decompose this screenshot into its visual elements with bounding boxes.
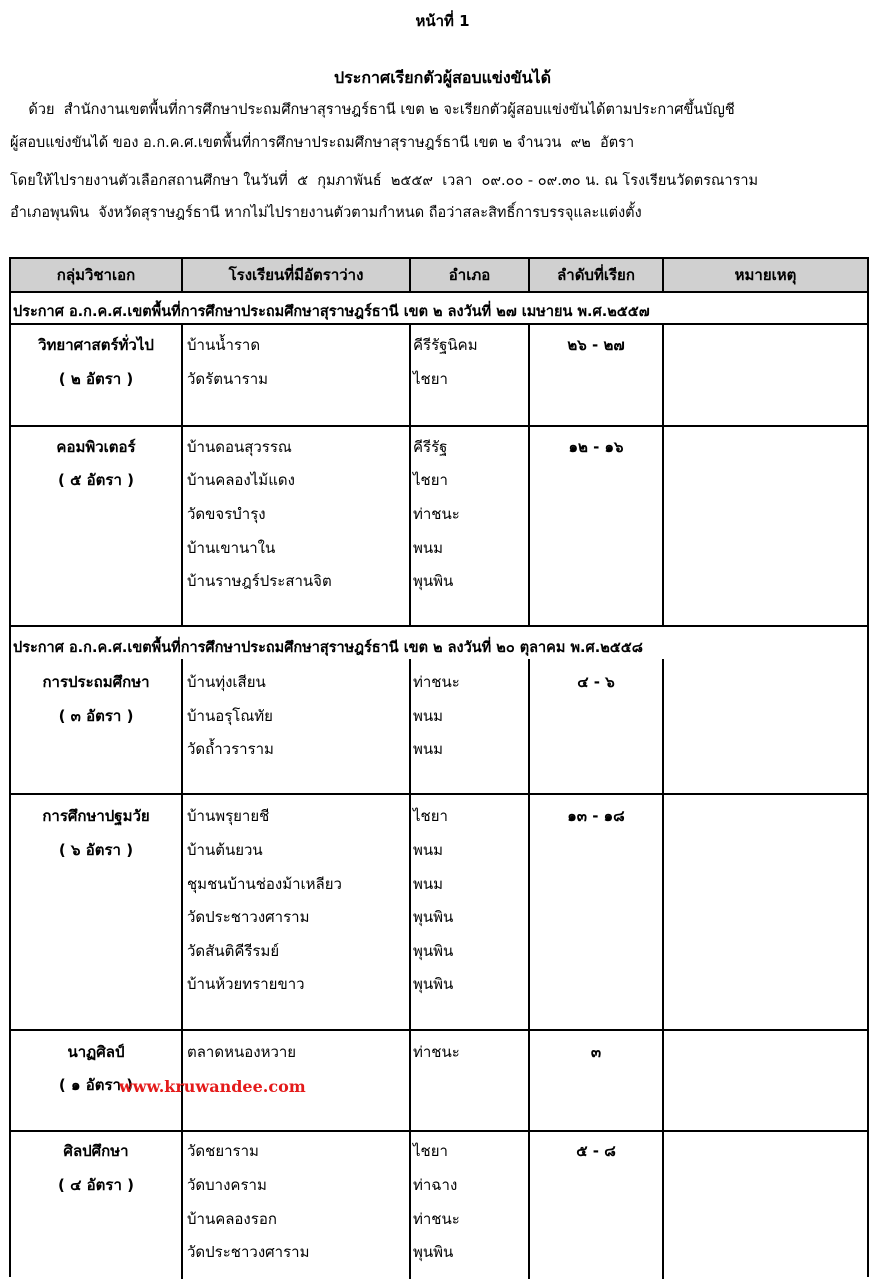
announcement-title: ประกาศเรียกตัวผู้สอบแข่งขันได้ bbox=[334, 68, 551, 87]
column-divider bbox=[409, 659, 411, 1279]
row-divider bbox=[11, 793, 867, 795]
school-name: วัดบางคราม bbox=[187, 1176, 267, 1194]
intro-line: ผู้สอบแข่งขันได้ ของ อ.ก.ค.ศ.เขตพื้นที่การศึกษาประถมศึกษาสุราษฎร์ธานี เขต ๒ จำนวน ๙๒ อัตรา bbox=[10, 135, 635, 151]
header-school: โรงเรียนที่มีอัตราว่าง bbox=[228, 266, 364, 284]
district-name: ท่าฉาง bbox=[413, 1176, 458, 1194]
district-name: ไชยา bbox=[413, 1142, 448, 1160]
call-order: ๑๓ - ๑๘ bbox=[567, 807, 625, 825]
column-divider bbox=[409, 325, 411, 625]
district-name: ท่าชนะ bbox=[413, 673, 460, 691]
column-divider bbox=[528, 659, 530, 1279]
school-name: บ้านคลองรอก bbox=[187, 1210, 277, 1228]
header-district: อำเภอ bbox=[448, 266, 491, 284]
school-name: ตลาดหนองหวาย bbox=[187, 1043, 297, 1061]
school-name: บ้านน้ำราด bbox=[187, 336, 261, 354]
position-count: ( ๒ อัตรา ) bbox=[58, 370, 134, 388]
intro-line: โดยให้ไปรายงานตัวเลือกสถานศึกษา ในวันที่ ๕ กุมภาพันธ์ ๒๕๕๙ เวลา ๐๙.๐๐ - ๐๙.๓๐ น. ณ โรงเรียนวัดตรณาราม bbox=[10, 173, 759, 189]
column-divider bbox=[662, 659, 664, 1279]
district-name: พนม bbox=[413, 539, 444, 557]
district-name: พนม bbox=[413, 841, 444, 859]
school-name: วัดรัตนาราม bbox=[187, 370, 269, 388]
district-name: ไชยา bbox=[413, 471, 448, 489]
subject-name: วิทยาศาสตร์ทั่วไป bbox=[38, 336, 154, 354]
position-count: ( ๕ อัตรา ) bbox=[58, 471, 134, 489]
district-name: พุนพิน bbox=[413, 572, 454, 590]
column-divider bbox=[528, 325, 530, 625]
school-name: บ้านพรุยายชี bbox=[187, 807, 270, 825]
school-name: บ้านต้นยวน bbox=[187, 841, 263, 859]
position-count: ( ๖ อัตรา ) bbox=[58, 841, 134, 859]
page-number: หน้าที่ 1 bbox=[415, 12, 470, 30]
school-name: วัดขจรบำรุง bbox=[187, 505, 266, 523]
school-name: บ้านราษฎร์ประสานจิต bbox=[187, 572, 332, 590]
column-divider bbox=[528, 259, 530, 291]
header-order: ลำดับที่เรียก bbox=[557, 266, 635, 284]
district-name: คีรีรัฐ bbox=[413, 438, 448, 456]
school-name: บ้านดอนสุวรรณ bbox=[187, 438, 292, 456]
column-divider bbox=[662, 325, 664, 625]
row-divider bbox=[11, 1130, 867, 1132]
district-name: พุนพิน bbox=[413, 975, 454, 993]
column-divider bbox=[409, 259, 411, 291]
district-name: ท่าชนะ bbox=[413, 1210, 460, 1228]
school-name: บ้านทุ่งเสียน bbox=[187, 673, 266, 691]
school-name: บ้านห้วยทรายขาว bbox=[187, 975, 305, 993]
district-name: ท่าชนะ bbox=[413, 1043, 460, 1061]
district-name: ไชยา bbox=[413, 370, 448, 388]
district-name: พุนพิน bbox=[413, 908, 454, 926]
school-name: วัดประชาวงศาราม bbox=[187, 908, 310, 926]
call-order: ๒๖ - ๒๗ bbox=[567, 336, 625, 354]
subject-name: นาฏศิลป์ bbox=[67, 1043, 125, 1061]
announcement-row: ประกาศ อ.ก.ค.ศ.เขตพื้นที่การศึกษาประถมศึกษาสุราษฎร์ธานี เขต ๒ ลงวันที่ ๒๗ เมษายน พ.ศ.๒๕๕๗ bbox=[13, 304, 650, 320]
column-divider bbox=[662, 259, 664, 291]
subject-name: การศึกษาปฐมวัย bbox=[42, 807, 150, 825]
column-divider bbox=[181, 259, 183, 291]
subject-name: คอมพิวเตอร์ bbox=[56, 438, 136, 456]
watermark-url: www.kruwandee.com bbox=[119, 1077, 306, 1096]
school-name: ชุมชนบ้านช่องม้าเหลียว bbox=[187, 875, 342, 893]
subject-name: การประถมศึกษา bbox=[42, 673, 150, 691]
call-order: ๔ - ๖ bbox=[577, 673, 615, 691]
column-divider bbox=[181, 659, 183, 1279]
district-name: ท่าชนะ bbox=[413, 505, 460, 523]
school-name: วัดถ้ำวราราม bbox=[187, 740, 274, 758]
row-divider bbox=[11, 625, 867, 627]
announcement-row: ประกาศ อ.ก.ค.ศ.เขตพื้นที่การศึกษาประถมศึกษาสุราษฎร์ธานี เขต ๒ ลงวันที่ ๒๐ ตุลาคม พ.ศ.๒๕๕๘ bbox=[13, 640, 643, 656]
school-name: บ้านเขานาใน bbox=[187, 539, 276, 557]
district-name: พุนพิน bbox=[413, 1243, 454, 1261]
district-name: พนม bbox=[413, 707, 444, 725]
position-count: ( ๓ อัตรา ) bbox=[58, 707, 134, 725]
row-divider bbox=[11, 1029, 867, 1031]
call-order: ๓ bbox=[590, 1043, 602, 1061]
district-name: พนม bbox=[413, 740, 444, 758]
row-divider bbox=[11, 425, 867, 427]
district-name: พุนพิน bbox=[413, 942, 454, 960]
header-subject: กลุ่มวิชาเอก bbox=[56, 266, 136, 284]
district-name: คีรีรัฐนิคม bbox=[413, 336, 478, 354]
call-order: ๕ - ๘ bbox=[576, 1142, 616, 1160]
district-name: ไชยา bbox=[413, 807, 448, 825]
school-name: บ้านอรุโณทัย bbox=[187, 707, 273, 725]
district-name: พนม bbox=[413, 875, 444, 893]
recruitment-table bbox=[9, 257, 869, 1277]
table-header bbox=[11, 259, 867, 293]
row-divider bbox=[11, 323, 867, 325]
school-name: วัดชยาราม bbox=[187, 1142, 259, 1160]
intro-line: ด้วย สำนักงานเขตพื้นที่การศึกษาประถมศึกษาสุราษฎร์ธานี เขต ๒ จะเรียกตัวผู้สอบแข่งขันได้ตามประกาศขึ้นบัญชี bbox=[10, 102, 735, 118]
call-order: ๑๒ - ๑๖ bbox=[568, 438, 624, 456]
intro-line: อำเภอพุนพิน จังหวัดสุราษฎร์ธานี หากไม่ไปรายงานตัวตามกำหนด ถือว่าสละสิทธิ์การบรรจุและแต่งตั้ง bbox=[10, 205, 642, 221]
subject-name: ศิลปศึกษา bbox=[63, 1142, 129, 1160]
column-divider bbox=[181, 325, 183, 625]
header-remark: หมายเหตุ bbox=[734, 266, 797, 284]
school-name: วัดประชาวงศาราม bbox=[187, 1243, 310, 1261]
position-count: ( ๔ อัตรา ) bbox=[58, 1176, 134, 1194]
school-name: บ้านคลองไม้แดง bbox=[187, 471, 295, 489]
school-name: วัดสันติคีรีรมย์ bbox=[187, 942, 280, 960]
position-count: ( ๑ อัตรา ) bbox=[58, 1076, 134, 1094]
